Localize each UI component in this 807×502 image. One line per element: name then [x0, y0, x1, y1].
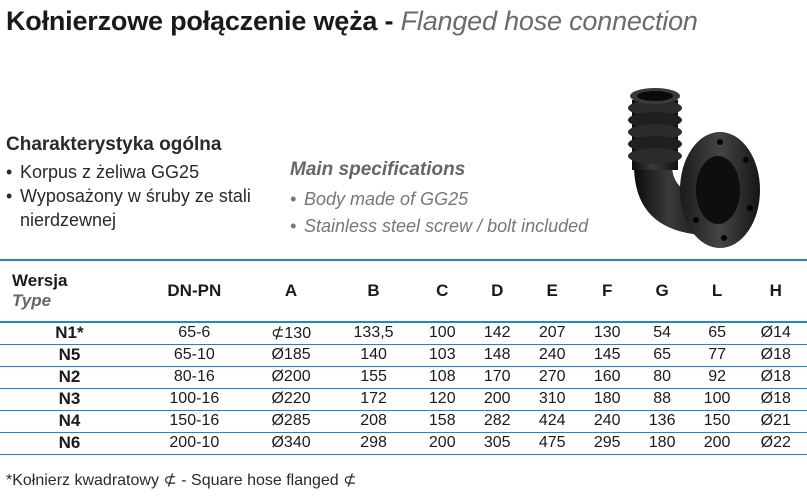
table-cell: 65: [635, 344, 690, 366]
column-header-version: Wersja Type: [0, 260, 139, 322]
table-cell: Ø18: [745, 344, 807, 366]
table-cell: 100-16: [139, 388, 250, 410]
table-cell: 295: [580, 432, 635, 454]
table-cell: 180: [635, 432, 690, 454]
table-cell: 305: [470, 432, 525, 454]
table-cell: 100: [690, 388, 745, 410]
table-row: [0, 322, 807, 344]
table-cell: Ø21: [745, 410, 807, 432]
column-header: DN-PN: [139, 260, 250, 322]
table-cell: 148: [470, 344, 525, 366]
row-version-cell: N6: [0, 432, 139, 454]
table-cell: 270: [525, 366, 580, 388]
list-item: • Stainless steel screw / bolt included: [290, 213, 588, 240]
column-header: L: [690, 260, 745, 322]
table-cell: 282: [470, 410, 525, 432]
column-header: G: [635, 260, 690, 322]
table-cell: 170: [470, 366, 525, 388]
table-cell: ⊄130: [250, 322, 333, 344]
spec-heading-english: Main specifications: [290, 159, 466, 180]
footnote: *Kołnierz kwadratowy ⊄ - Square hose flanged ⊄: [6, 472, 357, 489]
table-cell: 92: [690, 366, 745, 388]
table-cell: 200: [415, 432, 470, 454]
dimensions-table: [0, 259, 807, 455]
table-cell: Ø14: [745, 322, 807, 344]
table-row: [0, 410, 807, 432]
table-cell: Ø185: [250, 344, 333, 366]
table-cell: 140: [332, 344, 414, 366]
table-row: [0, 366, 807, 388]
table-cell: 310: [525, 388, 580, 410]
list-item: • Body made of GG25: [290, 186, 588, 213]
bullet-icon: •: [290, 216, 297, 236]
table-cell: 108: [415, 366, 470, 388]
spec-heading-polish: Charakterystyka ogólna: [6, 134, 222, 155]
row-version-cell: N5: [0, 344, 139, 366]
row-version-cell: N2: [0, 366, 139, 388]
column-header: D: [470, 260, 525, 322]
table-cell: Ø18: [745, 366, 807, 388]
title-english: Flanged hose connection: [400, 6, 698, 36]
table-cell: Ø285: [250, 410, 333, 432]
spec-list-polish: [6, 160, 276, 232]
table-cell: 208: [332, 410, 414, 432]
table-cell: 240: [580, 410, 635, 432]
table-cell: Ø220: [250, 388, 333, 410]
table-cell: 475: [525, 432, 580, 454]
column-header: E: [525, 260, 580, 322]
table-cell: 150: [690, 410, 745, 432]
table-row: [0, 388, 807, 410]
table-cell: 150-16: [139, 410, 250, 432]
table-cell: Ø200: [250, 366, 333, 388]
table-cell: 200-10: [139, 432, 250, 454]
table-cell: 158: [415, 410, 470, 432]
table-cell: 155: [332, 366, 414, 388]
table-cell: 200: [690, 432, 745, 454]
flanged-hose-elbow-image: [612, 80, 762, 250]
table-body: [0, 322, 807, 454]
page-title: [6, 6, 698, 37]
table-cell: 65-10: [139, 344, 250, 366]
column-header: F: [580, 260, 635, 322]
table-cell: 77: [690, 344, 745, 366]
table-row: [0, 344, 807, 366]
table-cell: 142: [470, 322, 525, 344]
table-cell: 80-16: [139, 366, 250, 388]
table-cell: 160: [580, 366, 635, 388]
table-cell: Ø340: [250, 432, 333, 454]
column-header: B: [332, 260, 414, 322]
table-cell: 240: [525, 344, 580, 366]
table-cell: 80: [635, 366, 690, 388]
table-cell: 65-6: [139, 322, 250, 344]
table-cell: Ø22: [745, 432, 807, 454]
row-version-cell: N3: [0, 388, 139, 410]
table-cell: 145: [580, 344, 635, 366]
table-cell: 424: [525, 410, 580, 432]
table-cell: 103: [415, 344, 470, 366]
table-cell: 200: [470, 388, 525, 410]
list-item: • Korpus z żeliwa GG25: [6, 162, 200, 182]
spec-list-english: [290, 186, 588, 240]
table-row: [0, 432, 807, 454]
table-cell: 88: [635, 388, 690, 410]
list-item: • Wyposażony w śruby ze stali nierdzewnej: [6, 186, 251, 230]
table-cell: 133,5: [332, 322, 414, 344]
table-cell: Ø18: [745, 388, 807, 410]
title-polish: Kołnierzowe połączenie węża -: [6, 6, 401, 36]
table-cell: 120: [415, 388, 470, 410]
table-cell: 54: [635, 322, 690, 344]
row-version-cell: N1*: [0, 322, 139, 344]
row-version-cell: N4: [0, 410, 139, 432]
table-cell: 298: [332, 432, 414, 454]
column-header: H: [745, 260, 807, 322]
table-header-row: [0, 260, 807, 322]
table-cell: 100: [415, 322, 470, 344]
table-cell: 180: [580, 388, 635, 410]
table-cell: 136: [635, 410, 690, 432]
table-cell: 172: [332, 388, 414, 410]
bullet-icon: •: [290, 189, 297, 209]
table-cell: 207: [525, 322, 580, 344]
bullet-icon: •: [6, 162, 13, 182]
table-cell: 65: [690, 322, 745, 344]
column-header: A: [250, 260, 333, 322]
column-header: C: [415, 260, 470, 322]
bullet-icon: •: [6, 186, 13, 206]
table-cell: 130: [580, 322, 635, 344]
